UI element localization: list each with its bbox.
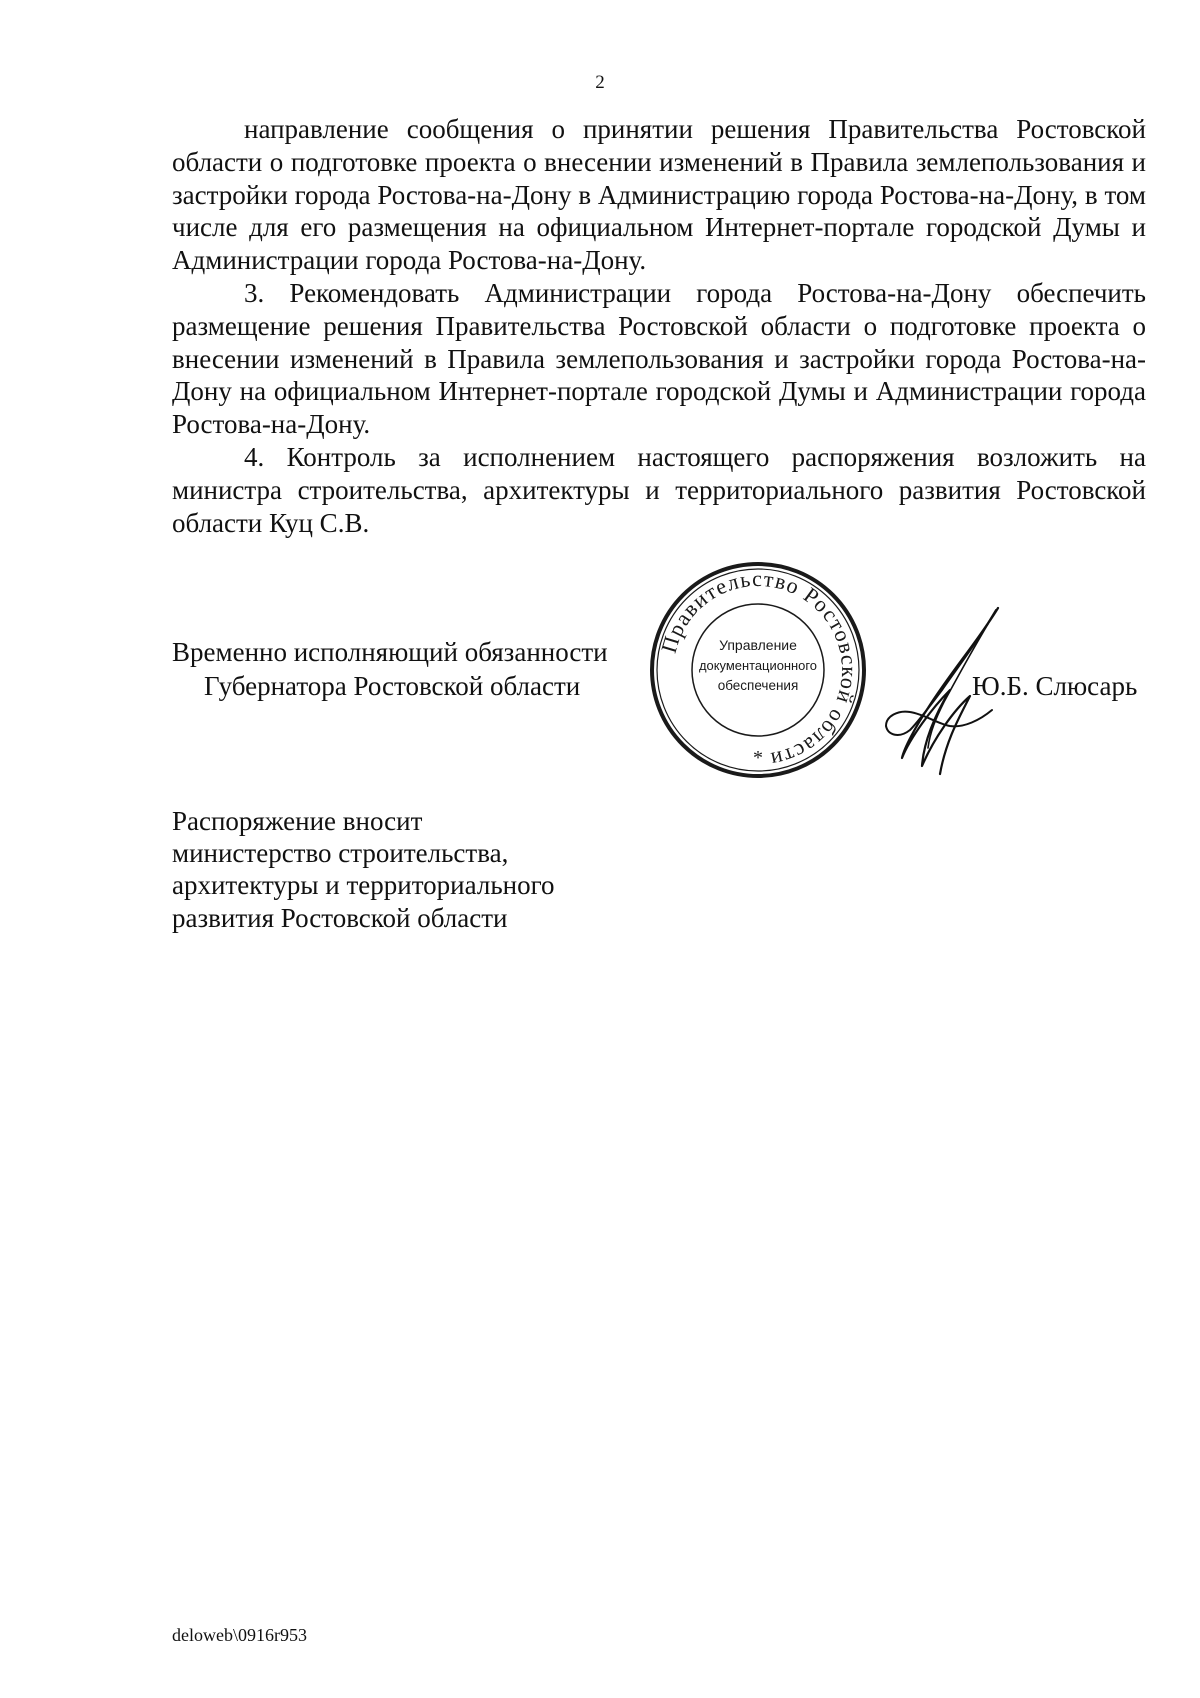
body-text <box>172 113 1146 539</box>
official-seal-icon <box>648 560 868 780</box>
seal-star: * <box>753 747 763 769</box>
footer-code: deloweb\0916r953 <box>172 1625 307 1645</box>
seal-center-line-1: Управление <box>719 637 797 653</box>
position-line-1: Временно исполняющий обязанности <box>172 637 608 667</box>
submitter-line-3: архитектуры и территориального <box>172 870 555 901</box>
paragraph-item-3: 3. Рекомендовать Администрации города Ростова-на-Дону обеспечить размещение решения Правительства Ростовской области о подготовке проекта о внесении изменений в Правила землепользования и застройки города Ростова-на-Дону на официальном Интернет-портале городской Думы и Администрации города Ростова-на-Дону. <box>172 277 1146 440</box>
page-number: 2 <box>595 72 605 93</box>
submitter-line-4: развития Ростовской области <box>172 902 508 933</box>
signer-name: Ю.Б. Слюсарь <box>972 671 1138 701</box>
seal-center-line-3: обеспечения <box>717 678 799 693</box>
submitter-note <box>172 805 555 934</box>
signatory-position <box>172 635 608 703</box>
paragraph-continuation: направление сообщения о принятии решения Правительства Ростовской области о подготовке проекта о внесении изменений в Правила землепользования и застройки города Ростова-на-Дону в Администрацию города Ростова-на-Дону, в том числе для его размещения на официальном Интернет-портале городской Думы и Администрации города Ростова-на-Дону. <box>172 114 1146 276</box>
paragraph-item-4: 4. Контроль за исполнением настоящего распоряжения возложить на министра строительства, архитектуры и территориального развития Ростовской области Куц С.В. <box>172 441 1146 538</box>
position-line-2: Губернатора Ростовской области <box>204 671 581 701</box>
seal-ring-text: Правительство Ростовской области <box>655 565 863 774</box>
submitter-line-2: министерство строительства, <box>172 838 509 869</box>
submitter-line-1: Распоряжение вносит <box>172 806 423 836</box>
seal-center-line-2: документационного <box>699 659 818 673</box>
